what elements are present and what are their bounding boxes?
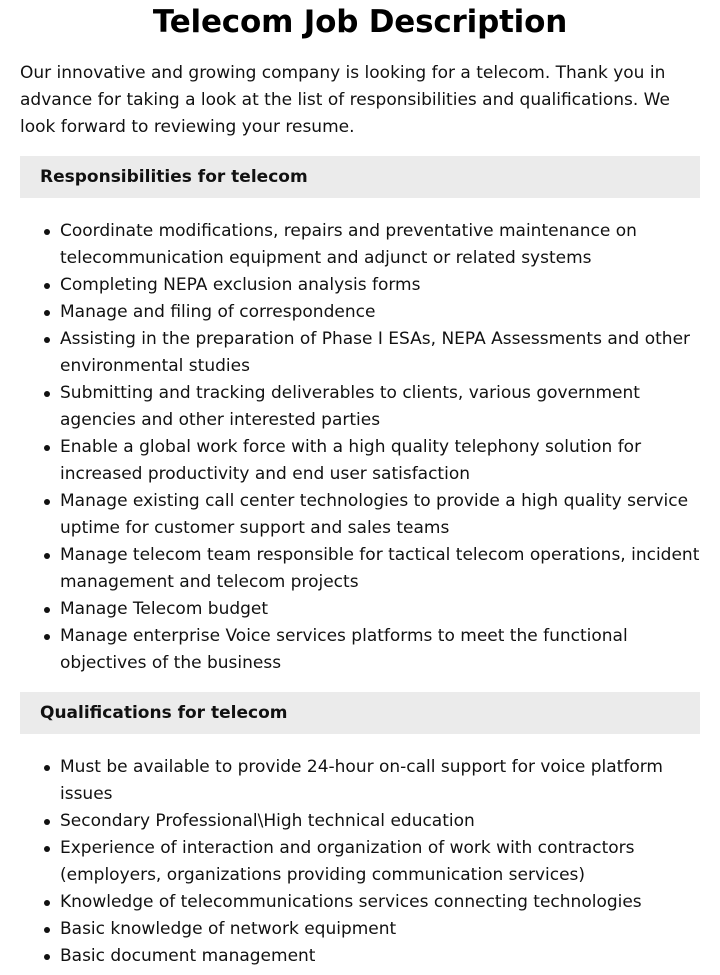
qualifications-list <box>20 754 700 970</box>
list-item: Manage telecom team responsible for tactical telecom operations, incident management and telecom projects <box>60 542 700 596</box>
list-item: Enable a global work force with a high quality telephony solution for increased productivity and end user satisfaction <box>60 434 700 488</box>
list-item: Basic knowledge of network equipment <box>60 916 700 943</box>
page-title: Telecom Job Description <box>152 4 568 40</box>
list-item: Manage enterprise Voice services platforms to meet the functional objectives of the business <box>60 623 700 677</box>
responsibilities-list <box>20 218 700 677</box>
list-item: Must be available to provide 24-hour on-call support for voice platform issues <box>60 754 700 808</box>
responsibilities-heading: Responsibilities for telecom <box>20 156 700 198</box>
list-item: Assisting in the preparation of Phase I ESAs, NEPA Assessments and other environmental studies <box>60 326 700 380</box>
list-item: Knowledge of telecommunications services connecting technologies <box>60 889 700 916</box>
list-item: Coordinate modifications, repairs and preventative maintenance on telecommunication equipment and adjunct or related systems <box>60 218 700 272</box>
intro-paragraph: Our innovative and growing company is looking for a telecom. Thank you in advance for taking a look at the list of responsibilities and qualifications. We look forward to reviewing your resume. <box>20 63 670 137</box>
list-item: Basic document management <box>60 943 700 970</box>
list-item: Manage and filing of correspondence <box>60 299 700 326</box>
list-item: Submitting and tracking deliverables to clients, various government agencies and other interested parties <box>60 380 700 434</box>
qualifications-heading: Qualifications for telecom <box>20 692 700 734</box>
list-item: Completing NEPA exclusion analysis forms <box>60 272 700 299</box>
list-item: Experience of interaction and organization of work with contractors (employers, organizations providing communication services) <box>60 835 700 889</box>
list-item: Secondary Professional\High technical education <box>60 808 700 835</box>
list-item: Manage Telecom budget <box>60 596 700 623</box>
list-item: Manage existing call center technologies to provide a high quality service uptime for customer support and sales teams <box>60 488 700 542</box>
